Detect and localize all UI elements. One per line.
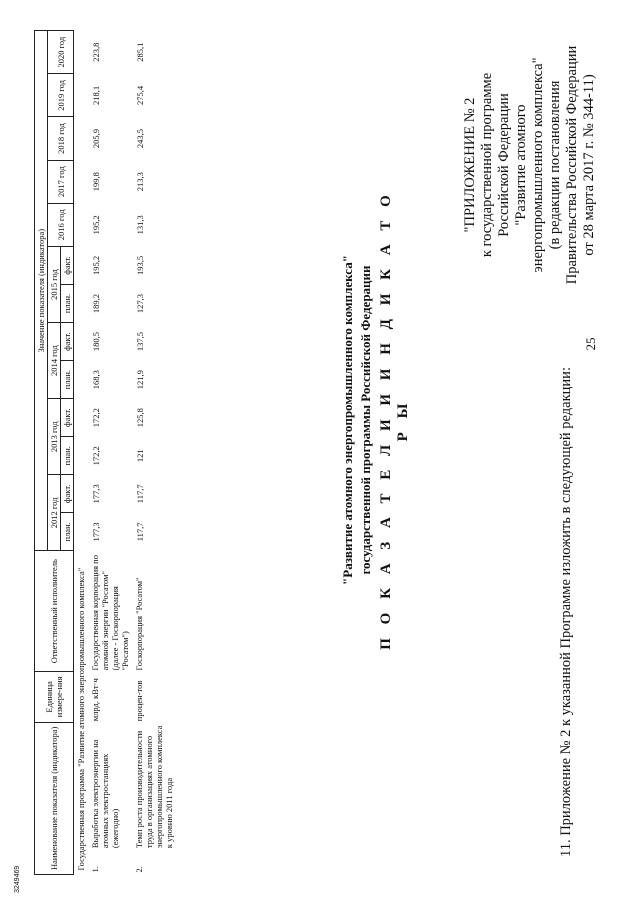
value-2015-plan: 127,3: [135, 293, 145, 314]
header-plan: план.: [61, 284, 74, 322]
value-2013-plan: 121: [135, 449, 145, 463]
value-2012-plan: 177,3: [91, 522, 101, 542]
value-2013-fact: 172,2: [91, 408, 101, 428]
appendix-line: (в редакции постановления: [547, 80, 563, 250]
row-executor: Государственная корпорация по атомной энергии "Росатом" (далее - Госкорпорация "Росатом"): [90, 555, 130, 671]
row-executor: Госкорпорация "Росатом": [134, 577, 144, 671]
document-subtitle: государственной программы Российской Федерации: [358, 265, 373, 575]
value-2020: 285,1: [135, 42, 145, 62]
header-plan: план.: [61, 437, 74, 475]
amendment-note: 11. Приложение № 2 к указанной Программе изложить в следующей редакции:: [558, 367, 574, 857]
header-year-2015: 2015 год: [48, 246, 61, 322]
appendix-line: "Развитие атомного: [513, 104, 529, 226]
header-year-2016: 2016 год: [48, 203, 74, 246]
value-2012-plan: 117,7: [135, 522, 145, 542]
header-fact: факт.: [61, 246, 74, 284]
value-2018: 205,9: [91, 129, 101, 149]
header-values: Значение показателя (индикатора): [35, 31, 48, 551]
value-2017: 199,8: [91, 172, 101, 192]
value-2014-plan: 168,3: [91, 370, 101, 390]
appendix-line: к государственной программе: [479, 72, 495, 258]
header-year-2014: 2014 год: [48, 323, 61, 399]
value-2019: 218,1: [91, 85, 101, 105]
appendix-line: Правительства Российской Федерации: [564, 45, 580, 285]
indicators-table: [34, 30, 176, 875]
value-2018: 243,5: [135, 129, 145, 149]
row-unit: млрд. кВт·ч: [90, 678, 100, 722]
header-unit: Единица измере-ния: [35, 671, 74, 722]
header-year-2013: 2013 год: [48, 399, 61, 475]
header-year-2012: 2012 год: [48, 475, 61, 551]
appendix-header: [462, 0, 598, 330]
value-2020: 223,8: [91, 42, 101, 62]
header-plan: план.: [61, 513, 74, 551]
table-section-row: [74, 31, 89, 875]
document-code: 3249469: [14, 865, 21, 893]
header-year-2017: 2017 год: [48, 160, 74, 203]
row-number: 2.: [134, 866, 144, 873]
appendix-line: от 28 марта 2017 г. № 344-11): [581, 74, 597, 256]
value-2014-fact: 180,5: [91, 332, 101, 352]
value-2014-plan: 121,9: [135, 370, 145, 390]
appendix-line: энергопромышленного комплекса": [530, 57, 546, 273]
value-2013-fact: 125,8: [135, 408, 145, 428]
row-number: 1.: [90, 866, 100, 873]
header-fact: факт.: [61, 399, 74, 437]
header-year-2020: 2020 год: [48, 31, 74, 74]
value-2012-fact: 177,3: [91, 484, 101, 504]
header-year-2019: 2019 год: [48, 74, 74, 117]
appendix-line: Российской Федерации: [496, 93, 512, 237]
header-plan: план.: [61, 361, 74, 399]
value-2016: 195,2: [91, 215, 101, 235]
value-2017: 213,3: [135, 172, 145, 192]
header-name: Наименование показателя (индикатора): [35, 722, 74, 874]
table-row: [88, 31, 132, 875]
header-year-2018: 2018 год: [48, 117, 74, 160]
value-2013-plan: 172,2: [91, 446, 101, 466]
row-indicator-name: Темп роста производительности труда в организациях атомного энергопромышленного комплекса к уровню 2011 года: [134, 725, 174, 849]
section-label: Государственная программа "Развитие атомного энергопромышленного комплекса": [76, 567, 86, 871]
value-2015-fact: 193,5: [135, 255, 145, 275]
value-2016: 131,3: [135, 215, 145, 235]
value-2014-fact: 137,5: [135, 332, 145, 352]
value-2019: 275,4: [135, 85, 145, 105]
document-title: П О К А З А Т Е Л И И И Н Д И К А Т О Р Ы: [378, 190, 411, 650]
page-number: 25: [583, 337, 598, 351]
document-subtitle-program: "Развитие атомного энергопромышленного комплекса": [340, 255, 355, 585]
appendix-line: "ПРИЛОЖЕНИЕ № 2: [462, 97, 478, 233]
value-2012-fact: 117,7: [135, 484, 145, 504]
value-2015-plan: 189,2: [91, 293, 101, 314]
header-executor: Ответственный исполнитель: [35, 551, 74, 672]
row-indicator-name: Выработка электроэнергии на атомных электростанциях (ежегодно): [90, 739, 120, 849]
header-fact: факт.: [61, 475, 74, 513]
value-2015-fact: 195,2: [91, 255, 101, 275]
header-fact: факт.: [61, 323, 74, 361]
row-unit: процен-тов: [134, 680, 144, 722]
table-row: [132, 31, 176, 875]
